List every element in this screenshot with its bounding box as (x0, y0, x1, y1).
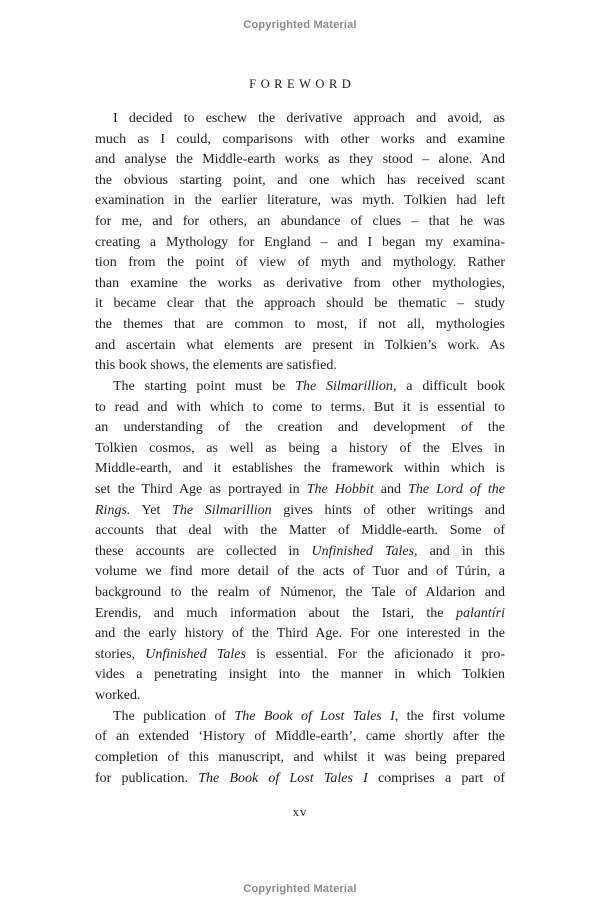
text-line (95, 315, 505, 336)
text-segment: vides a penetrating insight into the manner in which Tolkien (95, 667, 505, 683)
text-segment: gives hints of other writings and (271, 502, 505, 518)
text-segment: for publication. (95, 770, 199, 786)
text-segment: worked. (95, 688, 141, 704)
text-segment: Middle-earth, and it establishes the framework within which is (95, 461, 505, 477)
text-segment: and analyse the Middle-earth works as they stood – alone. And (95, 152, 505, 168)
text-segment: Erendis, and much information about the Istari, the (95, 605, 456, 621)
text-segment-italic: The Hobbit (306, 481, 374, 497)
text-segment: tion from the point of view of myth and mythology. Rather (95, 255, 505, 271)
text-line (95, 150, 505, 171)
text-segment: is essential. For the aficionado it pro- (245, 646, 505, 662)
text-line (95, 459, 505, 480)
text-line (95, 294, 505, 315)
text-line (95, 253, 505, 274)
page-number: xv (292, 805, 308, 819)
copyright-notice-bottom: Copyrighted Material (243, 883, 357, 895)
text-segment-italic: The Book of Lost Tales I (198, 770, 368, 786)
text-line (95, 583, 505, 604)
text-line (95, 727, 505, 748)
text-line (95, 418, 505, 439)
copyright-notice-top: Copyrighted Material (243, 19, 357, 31)
text-segment-italic: The Silmarillion (295, 378, 393, 394)
text-line (95, 356, 505, 377)
text-segment: I decided to eschew the derivative approach and avoid, as (113, 111, 505, 126)
text-segment: creating a Mythology for England – and I began my examina- (95, 234, 505, 250)
text-line (95, 501, 505, 522)
text-segment: The starting point must be (113, 378, 296, 394)
text-segment-italic: Unfinished Tales, (311, 543, 418, 559)
text-segment: Yet (130, 502, 173, 518)
text-segment: of an extended ‘History of Middle-earth’, came shortly after the (95, 729, 505, 745)
text-line (95, 233, 505, 254)
text-segment-italic: The Lord of the (408, 481, 505, 497)
text-segment: , a difficult book (392, 378, 505, 394)
text-line (95, 521, 505, 542)
text-segment: comprises a part of (367, 770, 505, 786)
text-segment: Tolkien cosmos, as well as being a history of the Elves in (95, 440, 505, 456)
text-segment: much as I could, comparisons with other works and examine (95, 131, 505, 147)
text-line (95, 212, 505, 233)
text-segment-italic: The Silmarillion (172, 502, 272, 518)
text-segment: an understanding of the creation and development of the (95, 420, 505, 436)
text-segment-italic: Unfinished Tales (145, 646, 246, 662)
text-segment: and (373, 481, 409, 497)
text-line (95, 439, 505, 460)
text-line (95, 109, 505, 130)
text-segment: the obvious starting point, and one which has received scant (95, 172, 505, 188)
text-segment-italic: Rings. (95, 502, 131, 518)
text-segment-italic: The Book of Lost Tales I (234, 708, 395, 724)
text-line (95, 748, 505, 769)
text-segment: these accounts are collected in (95, 543, 312, 559)
text-line (95, 336, 505, 357)
text-segment: and the early history of the Third Age. For one interested in the (95, 626, 505, 642)
text-line (95, 686, 505, 707)
text-line (95, 171, 505, 192)
text-segment: The publication of (113, 708, 235, 724)
text-line (95, 707, 505, 728)
text-line (95, 562, 505, 583)
text-line (95, 480, 505, 501)
text-line (95, 769, 505, 790)
text-line (95, 191, 505, 212)
text-segment: accounts that deal with the Matter of Middle-earth. Some of (95, 523, 505, 539)
text-segment: it became clear that the approach should be thematic – study (95, 296, 505, 312)
text-line (95, 274, 505, 295)
text-segment: this book shows, the elements are satisfied. (95, 358, 337, 374)
body-text (95, 109, 505, 789)
text-line (95, 624, 505, 645)
text-segment: , the first volume (394, 708, 505, 724)
text-segment: the themes that are common to most, if not all, mythologies (95, 317, 505, 333)
text-segment: background to the realm of Númenor, the Tale of Aldarion and (95, 585, 505, 601)
text-segment: to read and with which to come to terms. But it is essential to (95, 399, 505, 415)
text-segment: for me, and for others, an abundance of clues – that he was (95, 214, 505, 230)
text-line (95, 665, 505, 686)
text-segment: and ascertain what elements are present in Tolkien’s work. As (95, 337, 505, 353)
text-line (95, 542, 505, 563)
text-segment: and in this (417, 543, 505, 559)
text-line (95, 130, 505, 151)
text-segment: set the Third Age as portrayed in (95, 481, 307, 497)
foreword-heading: FOREWORD (249, 77, 356, 91)
text-line (95, 645, 505, 666)
text-segment: stories, (95, 646, 146, 662)
text-line (95, 398, 505, 419)
text-segment-italic: palantíri (455, 605, 505, 621)
text-segment: than examine the works as derivative from other mythologies, (95, 275, 505, 291)
text-line (95, 604, 505, 625)
text-segment: completion of this manuscript, and whilst it was being prepared (95, 749, 505, 765)
text-segment: examination in the earlier literature, was myth. Tolkien had left (95, 193, 505, 209)
text-line (95, 377, 505, 398)
text-segment: volume we find more detail of the acts of Tuor and of Túrin, a (95, 564, 505, 580)
